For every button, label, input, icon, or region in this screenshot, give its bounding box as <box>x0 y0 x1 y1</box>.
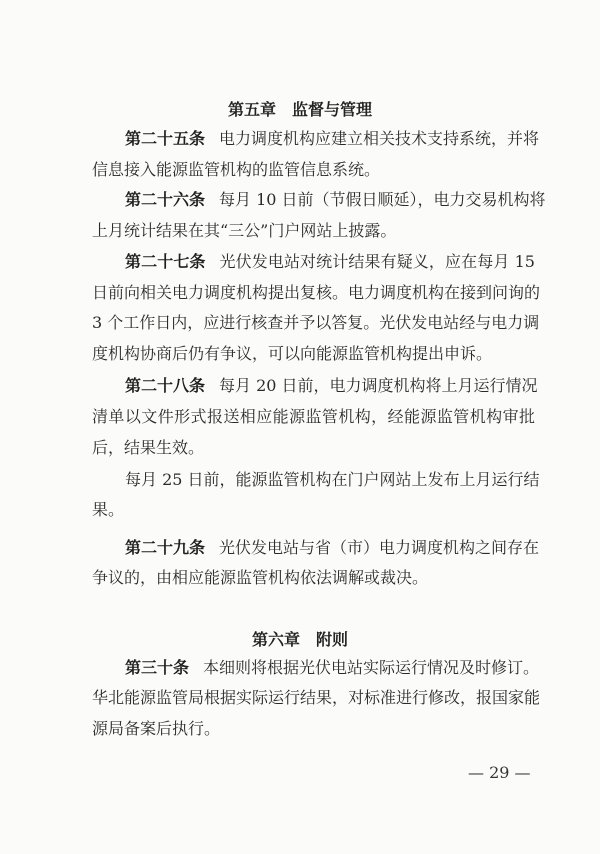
article-line <box>92 160 535 180</box>
article-text: 每月 25 日前，能源监管机构在门户网站上发布上月运行结 <box>125 470 540 489</box>
article-text: 度机构协商后仍有争议，可以向能源监管机构提出申诉。 <box>92 344 493 363</box>
article-line <box>92 221 535 241</box>
article-text: 每月 10 日前（节假日顺延），电力交易机构将 <box>219 190 546 209</box>
article-line <box>125 129 540 149</box>
article-text: 信息接入能源监管机构的监管信息系统。 <box>92 160 381 179</box>
article-line <box>92 688 541 708</box>
article-text: 光伏发电站对统计结果有疑义，应在每月 15 <box>219 252 535 271</box>
article-text: 上月统计结果在其“三公”门户网站上披露。 <box>92 221 397 240</box>
chapter-title: 监督与管理 <box>292 100 373 119</box>
article-line <box>125 470 540 490</box>
article-line <box>125 376 538 396</box>
article-text: 果。 <box>92 500 125 519</box>
article-line <box>92 438 535 458</box>
page-number: — 29 — <box>468 763 531 782</box>
article-line <box>92 313 540 333</box>
article-text: 后，结果生效。 <box>92 438 205 457</box>
chapter-5-heading <box>0 97 600 120</box>
article-line <box>92 344 535 364</box>
chapter-number: 第六章 <box>251 630 300 649</box>
article-line <box>92 568 535 588</box>
article-text: 光伏发电站与省（市）电力调度机构之间存在 <box>219 538 540 557</box>
article-text: 源局备案后执行。 <box>92 719 221 738</box>
article-text: 本细则将根据光伏电站实际运行情况及时修订。 <box>203 658 540 677</box>
article-text: 每月 20 日前，电力调度机构将上月运行情况 <box>219 376 538 395</box>
article-number: 第二十六条 <box>125 190 206 209</box>
article-number: 第二十九条 <box>125 538 206 557</box>
article-line <box>125 252 535 272</box>
article-line <box>92 500 535 520</box>
article-line <box>125 190 546 210</box>
article-line <box>125 538 540 558</box>
article-text: 日前向相关电力调度机构提出复核。电力调度机构在接到问询的 <box>92 283 541 302</box>
article-text: 清单以文件形式报送相应能源监管机构，经能源监管机构审批 <box>92 407 535 426</box>
article-number: 第二十七条 <box>125 252 206 271</box>
article-number: 第二十八条 <box>125 376 206 395</box>
article-line <box>92 719 535 739</box>
article-line <box>125 658 540 678</box>
article-text: 争议的，由相应能源监管机构依法调解或裁决。 <box>92 568 429 587</box>
chapter-6-heading <box>0 627 600 650</box>
chapter-number: 第五章 <box>227 100 276 119</box>
article-line <box>92 283 541 303</box>
article-text: 电力调度机构应建立相关技术支持系统，并将 <box>219 129 540 148</box>
article-number: 第三十条 <box>125 658 190 677</box>
chapter-title: 附则 <box>316 630 349 649</box>
article-text: 3 个工作日内，应进行核查并予以答复。光伏发电站经与电力调 <box>92 313 540 332</box>
article-text: 华北能源监管局根据实际运行结果，对标准进行修改，报国家能 <box>92 688 541 707</box>
article-number: 第二十五条 <box>125 129 206 148</box>
article-line <box>92 407 535 427</box>
